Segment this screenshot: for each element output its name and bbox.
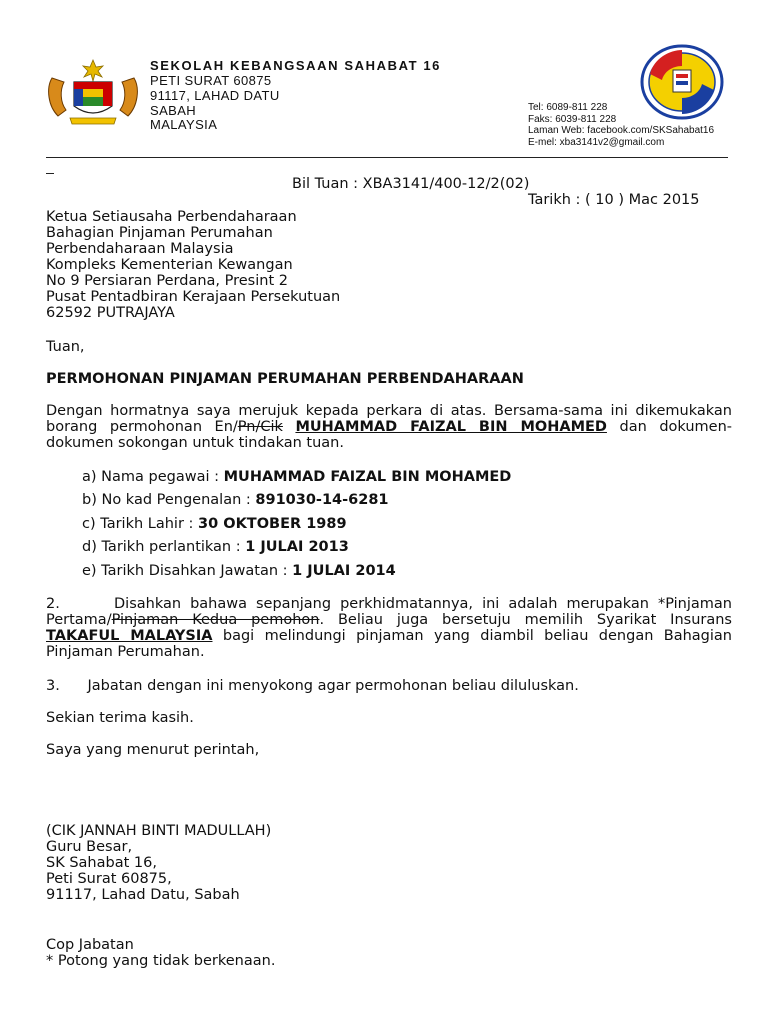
para-text: Pertama/ (46, 612, 112, 628)
school-name: SEKOLAH KEBANGSAAN SAHABAT 16 (150, 58, 442, 73)
detail-item (82, 516, 347, 532)
paragraph-line: Pinjaman Perumahan. (46, 644, 205, 660)
address-line: MALAYSIA (150, 117, 218, 132)
footnote: * Potong yang tidak berkenaan. (46, 953, 276, 969)
applicant-name: MUHAMMAD FAIZAL BIN MOHAMED (295, 419, 607, 435)
closing-line: Sekian terima kasih. (46, 710, 194, 726)
recipient-line: Kompleks Kementerian Kewangan (46, 257, 293, 273)
struck-text: Pinjaman Kedua pemohon (111, 612, 320, 628)
paragraph-line: Dengan hormatnya saya merujuk kepada perkara di atas. Bersama-sama ini dikemukakan (46, 403, 732, 419)
item-value: 1 JULAI 2013 (245, 539, 349, 555)
detail-item (82, 563, 396, 579)
school-logo (640, 44, 724, 120)
signatory-name: (CIK JANNAH BINTI MADULLAH) (46, 823, 272, 839)
para-text: bagi melindungi pinjaman yang diambil beliau dengan Bahagian (212, 628, 732, 644)
sign-off: Saya yang menurut perintah, (46, 742, 260, 758)
item-value: 891030-14-6281 (255, 492, 389, 508)
contact-email: E-mel: xba3141v2@gmail.com (528, 137, 665, 148)
reference-number: Bil Tuan : XBA3141/400-12/2(02) (292, 176, 530, 192)
paragraph-support: 3. Jabatan dengan ini menyokong agar permohonan beliau diluluskan. (46, 678, 579, 694)
paragraph-line: 2. Disahkan bahawa sepanjang perkhidmatannya, ini adalah merupakan *Pinjaman (46, 596, 732, 612)
para-text: . Beliau juga bersetuju memilih Syarikat Insurans (319, 612, 732, 628)
signatory-line: 91117, Lahad Datu, Sabah (46, 887, 240, 903)
item-value: MUHAMMAD FAIZAL BIN MOHAMED (223, 469, 512, 485)
signatory-line: Guru Besar, (46, 839, 133, 855)
item-label: e) Tarikh Disahkan Jawatan : (82, 563, 293, 579)
recipient-line: No 9 Persiaran Perdana, Presint 2 (46, 273, 288, 289)
item-label: b) No kad Pengenalan : (82, 492, 256, 508)
address-line: 91117, LAHAD DATU (150, 88, 280, 103)
recipient-line: Bahagian Pinjaman Perumahan (46, 225, 273, 241)
item-value: 1 JULAI 2014 (292, 563, 396, 579)
item-label: a) Nama pegawai : (82, 469, 224, 485)
recipient-line: 62592 PUTRAJAYA (46, 305, 175, 321)
recipient-line: Perbendaharaan Malaysia (46, 241, 234, 257)
signatory-line: Peti Surat 60875, (46, 871, 172, 887)
detail-item (82, 539, 349, 555)
insurer-name: TAKAFUL MALAYSIA (46, 628, 213, 644)
recipient-line: Ketua Setiausaha Perbendaharaan (46, 209, 297, 225)
struck-text: Pn/Cik (237, 419, 283, 435)
subject-line: PERMOHONAN PINJAMAN PERUMAHAN PERBENDAHARAAN (46, 371, 524, 387)
paragraph-line (46, 419, 732, 435)
contact-phone: Tel: 6089-811 228 (528, 102, 608, 113)
paragraph-intro (46, 403, 732, 451)
item-value: 30 OKTOBER 1989 (198, 516, 347, 532)
stamp-label: Cop Jabatan (46, 937, 134, 953)
salutation: Tuan, (46, 339, 85, 355)
address-line: PETI SURAT 60875 (150, 73, 272, 88)
detail-item (82, 492, 389, 508)
paragraph-line: dokumen sokongan untuk tindakan tuan. (46, 435, 344, 451)
contact-website: Laman Web: facebook.com/SKSahabat16 (528, 125, 715, 136)
para-text: dan dokumen- (619, 419, 732, 435)
detail-item (82, 469, 511, 485)
coat-of-arms-logo (44, 58, 142, 126)
item-label: d) Tarikh perlantikan : (82, 539, 246, 555)
address-line: SABAH (150, 103, 197, 118)
paragraph-line (46, 612, 732, 628)
paragraph-confirmation (46, 596, 732, 660)
paragraph-line (46, 628, 732, 644)
recipient-line: Pusat Pentadbiran Kerajaan Persekutuan (46, 289, 341, 305)
header-divider (46, 157, 728, 158)
signatory-line: SK Sahabat 16, (46, 855, 157, 871)
contact-fax: Faks: 6039-811 228 (528, 114, 617, 125)
para-text: borang permohonan En/ (46, 419, 238, 435)
letter-date: Tarikh : ( 10 ) Mac 2015 (528, 192, 700, 208)
header-divider-tail (46, 173, 54, 174)
item-label: c) Tarikh Lahir : (82, 516, 199, 532)
